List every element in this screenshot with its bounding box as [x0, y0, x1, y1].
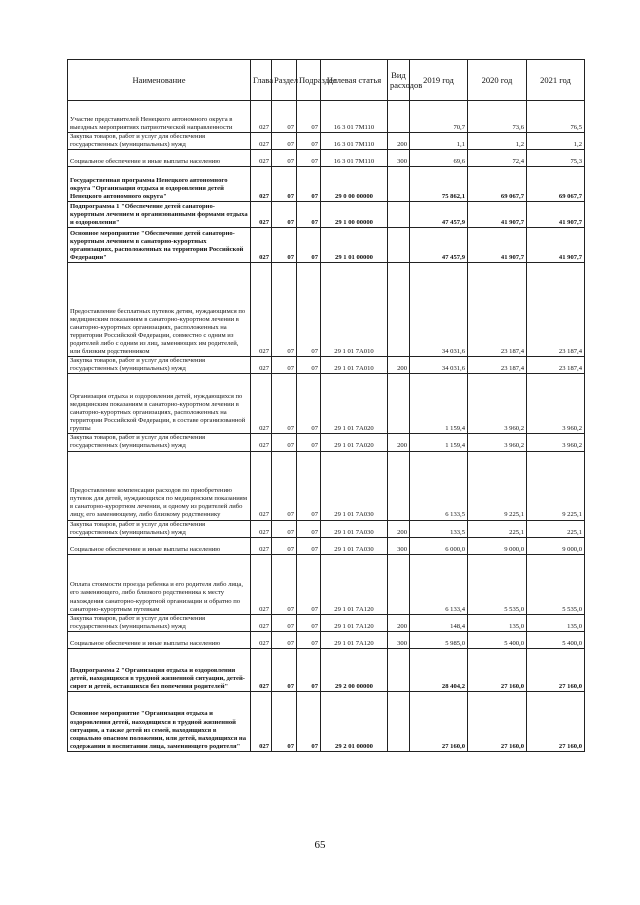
cell-name: Закупка товаров, работ и услуг для обеспечения государственных (муниципальных) нужд [68, 133, 251, 150]
header-subsection: Подраздел [297, 60, 321, 101]
cell-year-2020: 9 000,0 [468, 537, 527, 554]
cell-year-2020: 73,6 [468, 101, 527, 133]
header-year-2019: 2019 год [410, 60, 468, 101]
header-target-article: Целевая статья [321, 60, 388, 101]
cell-target-article: 16 3 01 7М110 [321, 150, 388, 167]
cell-year-2020: 9 225,1 [468, 451, 527, 520]
cell-section: 07 [272, 228, 297, 263]
cell-section: 07 [272, 648, 297, 691]
cell-chapter: 027 [251, 537, 272, 554]
cell-subsection: 07 [297, 263, 321, 357]
cell-year-2020: 69 067,7 [468, 167, 527, 202]
table-row [68, 167, 585, 202]
cell-year-2021: 5 535,0 [527, 554, 585, 614]
cell-chapter: 027 [251, 520, 272, 537]
cell-name: Подпрограмма 1 "Обеспечение детей санаторно-курортным лечением и организованными формами отдыха и оздоровления" [68, 202, 251, 228]
cell-target-article: 16 3 01 7М110 [321, 133, 388, 150]
cell-subsection: 07 [297, 537, 321, 554]
cell-year-2021: 9 000,0 [527, 537, 585, 554]
header-year-2020: 2020 год [468, 60, 527, 101]
table-row [68, 631, 585, 648]
cell-target-article: 29 1 01 7А010 [321, 357, 388, 374]
cell-expense-type [388, 691, 410, 751]
cell-chapter: 027 [251, 631, 272, 648]
cell-year-2019: 133,5 [410, 520, 468, 537]
cell-target-article: 29 0 00 00000 [321, 167, 388, 202]
cell-subsection: 07 [297, 167, 321, 202]
cell-subsection: 07 [297, 451, 321, 520]
cell-year-2020: 3 960,2 [468, 434, 527, 451]
cell-year-2021: 23 187,4 [527, 263, 585, 357]
cell-chapter: 027 [251, 101, 272, 133]
cell-year-2020: 5 400,0 [468, 631, 527, 648]
cell-name: Участие представителей Ненецкого автономного округа в выездных мероприятиях патриотической направленности [68, 101, 251, 133]
cell-expense-type: 300 [388, 150, 410, 167]
cell-expense-type: 200 [388, 434, 410, 451]
cell-target-article: 29 1 01 7А030 [321, 520, 388, 537]
cell-expense-type [388, 202, 410, 228]
table-row [68, 648, 585, 691]
cell-target-article: 29 1 00 00000 [321, 202, 388, 228]
cell-section: 07 [272, 631, 297, 648]
cell-year-2020: 225,1 [468, 520, 527, 537]
table-row [68, 537, 585, 554]
cell-year-2020: 41 907,7 [468, 228, 527, 263]
cell-expense-type: 300 [388, 537, 410, 554]
cell-target-article: 29 1 01 7А020 [321, 434, 388, 451]
cell-expense-type [388, 167, 410, 202]
cell-target-article: 29 1 01 00000 [321, 228, 388, 263]
cell-year-2019: 47 457,9 [410, 202, 468, 228]
cell-target-article: 29 1 01 7А030 [321, 537, 388, 554]
cell-name: Подпрограмма 2 "Организация отдыха и оздоровления детей, находящихся в трудной жизненной ситуации, детей-сирот и детей, оставшихся без попечения родителей" [68, 648, 251, 691]
cell-expense-type: 200 [388, 614, 410, 631]
header-expense-type: Вид расходов [388, 60, 410, 101]
cell-expense-type [388, 554, 410, 614]
header-name: Наименование [68, 60, 251, 101]
cell-target-article: 16 3 01 7М110 [321, 101, 388, 133]
table-row [68, 614, 585, 631]
cell-section: 07 [272, 691, 297, 751]
cell-name: Закупка товаров, работ и услуг для обеспечения государственных (муниципальных) нужд [68, 614, 251, 631]
cell-year-2021: 9 225,1 [527, 451, 585, 520]
cell-target-article: 29 1 01 7А120 [321, 631, 388, 648]
cell-target-article: 29 1 01 7А030 [321, 451, 388, 520]
cell-year-2019: 1 159,4 [410, 374, 468, 434]
cell-section: 07 [272, 374, 297, 434]
table-row [68, 263, 585, 357]
cell-expense-type [388, 451, 410, 520]
cell-year-2019: 70,7 [410, 101, 468, 133]
cell-subsection: 07 [297, 614, 321, 631]
table-row [68, 451, 585, 520]
header-section: Раздел [272, 60, 297, 101]
table-row [68, 691, 585, 751]
cell-name: Социальное обеспечение и иные выплаты населению [68, 537, 251, 554]
cell-subsection: 07 [297, 554, 321, 614]
cell-section: 07 [272, 451, 297, 520]
table-body [68, 101, 585, 752]
cell-year-2020: 27 160,0 [468, 691, 527, 751]
cell-chapter: 027 [251, 228, 272, 263]
cell-year-2020: 41 907,7 [468, 202, 527, 228]
cell-year-2021: 41 907,7 [527, 202, 585, 228]
cell-chapter: 027 [251, 554, 272, 614]
cell-section: 07 [272, 434, 297, 451]
cell-year-2019: 34 031,6 [410, 263, 468, 357]
cell-year-2020: 1,2 [468, 133, 527, 150]
cell-target-article: 29 1 01 7А020 [321, 374, 388, 434]
cell-year-2019: 1,1 [410, 133, 468, 150]
cell-expense-type [388, 101, 410, 133]
cell-subsection: 07 [297, 434, 321, 451]
cell-year-2020: 72,4 [468, 150, 527, 167]
cell-expense-type [388, 263, 410, 357]
cell-section: 07 [272, 133, 297, 150]
cell-year-2021: 3 960,2 [527, 434, 585, 451]
cell-expense-type [388, 648, 410, 691]
cell-year-2021: 225,1 [527, 520, 585, 537]
cell-year-2019: 6 133,4 [410, 554, 468, 614]
cell-year-2021: 5 400,0 [527, 631, 585, 648]
cell-year-2020: 27 160,0 [468, 648, 527, 691]
table-row [68, 202, 585, 228]
cell-year-2020: 135,0 [468, 614, 527, 631]
cell-section: 07 [272, 263, 297, 357]
cell-name: Основное мероприятие "Организация отдыха и оздоровления детей, находящихся в трудной жизненной ситуации, а также детей из семей, находящихся в социально опасном положении, или детей, находящихся на содержании в воспитании лица, заменяющего родителя" [68, 691, 251, 751]
cell-year-2019: 1 159,4 [410, 434, 468, 451]
cell-year-2021: 69 067,7 [527, 167, 585, 202]
cell-subsection: 07 [297, 228, 321, 263]
cell-subsection: 07 [297, 133, 321, 150]
cell-section: 07 [272, 537, 297, 554]
cell-year-2020: 3 960,2 [468, 374, 527, 434]
cell-chapter: 027 [251, 133, 272, 150]
page-number: 65 [314, 839, 326, 851]
cell-name: Социальное обеспечение и иные выплаты населению [68, 150, 251, 167]
cell-expense-type: 200 [388, 357, 410, 374]
cell-subsection: 07 [297, 150, 321, 167]
cell-chapter: 027 [251, 434, 272, 451]
cell-chapter: 027 [251, 648, 272, 691]
cell-year-2019: 6 133,5 [410, 451, 468, 520]
cell-name: Предоставление бесплатных путевок детям, нуждающимся по медицинским показаниям в санаторно-курортном лечении в санаторно-курортных организациях, расположенных на территории Российской Федерации, совместно с одним из родителей либо с одним из лиц, заменяющих им родителей, или близким родственником [68, 263, 251, 357]
cell-year-2019: 27 160,0 [410, 691, 468, 751]
cell-chapter: 027 [251, 691, 272, 751]
cell-year-2019: 5 985,0 [410, 631, 468, 648]
table-row [68, 374, 585, 434]
cell-subsection: 07 [297, 631, 321, 648]
cell-chapter: 027 [251, 202, 272, 228]
table-row [68, 133, 585, 150]
cell-subsection: 07 [297, 202, 321, 228]
cell-target-article: 29 2 00 00000 [321, 648, 388, 691]
cell-section: 07 [272, 357, 297, 374]
cell-year-2019: 69,6 [410, 150, 468, 167]
cell-year-2021: 75,3 [527, 150, 585, 167]
cell-subsection: 07 [297, 357, 321, 374]
cell-section: 07 [272, 554, 297, 614]
cell-chapter: 027 [251, 614, 272, 631]
budget-table [67, 59, 585, 752]
cell-year-2021: 23 187,4 [527, 357, 585, 374]
cell-expense-type [388, 374, 410, 434]
cell-name: Закупка товаров, работ и услуг для обеспечения государственных (муниципальных) нужд [68, 520, 251, 537]
cell-year-2019: 75 862,1 [410, 167, 468, 202]
cell-target-article: 29 2 01 00000 [321, 691, 388, 751]
cell-section: 07 [272, 167, 297, 202]
cell-section: 07 [272, 101, 297, 133]
cell-year-2019: 6 000,0 [410, 537, 468, 554]
cell-chapter: 027 [251, 167, 272, 202]
cell-year-2021: 135,0 [527, 614, 585, 631]
cell-name: Оплата стоимости проезда ребенка и его родителя либо лица, его заменяющего, либо близкого родственника к месту нахождения санаторно-курортной организации и обратно по санаторно-курортным путевкам [68, 554, 251, 614]
cell-section: 07 [272, 520, 297, 537]
cell-target-article: 29 1 01 7А120 [321, 554, 388, 614]
cell-chapter: 027 [251, 451, 272, 520]
cell-target-article: 29 1 01 7А120 [321, 614, 388, 631]
cell-name: Предоставление компенсации расходов по приобретению путевок для детей, нуждающихся по медицинским показаниям в санаторно-курортном лечении, и одному из родителей либо лицу, его заменяющему, либо близкому родственнику [68, 451, 251, 520]
cell-year-2020: 23 187,4 [468, 263, 527, 357]
cell-subsection: 07 [297, 520, 321, 537]
cell-name: Закупка товаров, работ и услуг для обеспечения государственных (муниципальных) нужд [68, 357, 251, 374]
cell-expense-type [388, 228, 410, 263]
cell-subsection: 07 [297, 101, 321, 133]
table-row [68, 434, 585, 451]
cell-name: Социальное обеспечение и иные выплаты населению [68, 631, 251, 648]
table-row [68, 101, 585, 133]
cell-year-2021: 27 160,0 [527, 648, 585, 691]
cell-year-2021: 41 907,7 [527, 228, 585, 263]
header-year-2021: 2021 год [527, 60, 585, 101]
cell-section: 07 [272, 150, 297, 167]
cell-year-2019: 47 457,9 [410, 228, 468, 263]
cell-chapter: 027 [251, 357, 272, 374]
cell-expense-type: 200 [388, 133, 410, 150]
table-row [68, 554, 585, 614]
cell-chapter: 027 [251, 150, 272, 167]
cell-expense-type: 200 [388, 520, 410, 537]
cell-year-2019: 28 404,2 [410, 648, 468, 691]
cell-expense-type: 300 [388, 631, 410, 648]
cell-year-2019: 148,4 [410, 614, 468, 631]
cell-year-2020: 5 535,0 [468, 554, 527, 614]
cell-section: 07 [272, 614, 297, 631]
cell-name: Закупка товаров, работ и услуг для обеспечения государственных (муниципальных) нужд [68, 434, 251, 451]
cell-name: Организация отдыха и оздоровления детей, нуждающихся по медицинским показаниям в санаторно-курортном лечении в санаторно-курортных организациях, расположенных на территории Российской Федерации, в составе организованной группы [68, 374, 251, 434]
cell-year-2021: 1,2 [527, 133, 585, 150]
cell-section: 07 [272, 202, 297, 228]
cell-subsection: 07 [297, 374, 321, 434]
cell-subsection: 07 [297, 691, 321, 751]
cell-year-2021: 76,5 [527, 101, 585, 133]
cell-year-2021: 3 960,2 [527, 374, 585, 434]
table-row [68, 520, 585, 537]
cell-name: Государственная программа Ненецкого автономного округа "Организация отдыха и оздоровления детей Ненецкого автономного округа" [68, 167, 251, 202]
table-row [68, 150, 585, 167]
cell-target-article: 29 1 01 7А010 [321, 263, 388, 357]
cell-chapter: 027 [251, 374, 272, 434]
table-row [68, 357, 585, 374]
cell-year-2020: 23 187,4 [468, 357, 527, 374]
table-header-row [68, 60, 585, 101]
header-chapter: Глава [251, 60, 272, 101]
cell-name: Основное мероприятие "Обеспечение детей санаторно-курортным лечением в санаторно-курортных организациях, расположенных на территории Российской Федерации" [68, 228, 251, 263]
cell-year-2019: 34 031,6 [410, 357, 468, 374]
cell-chapter: 027 [251, 263, 272, 357]
table-row [68, 228, 585, 263]
cell-year-2021: 27 160,0 [527, 691, 585, 751]
cell-subsection: 07 [297, 648, 321, 691]
